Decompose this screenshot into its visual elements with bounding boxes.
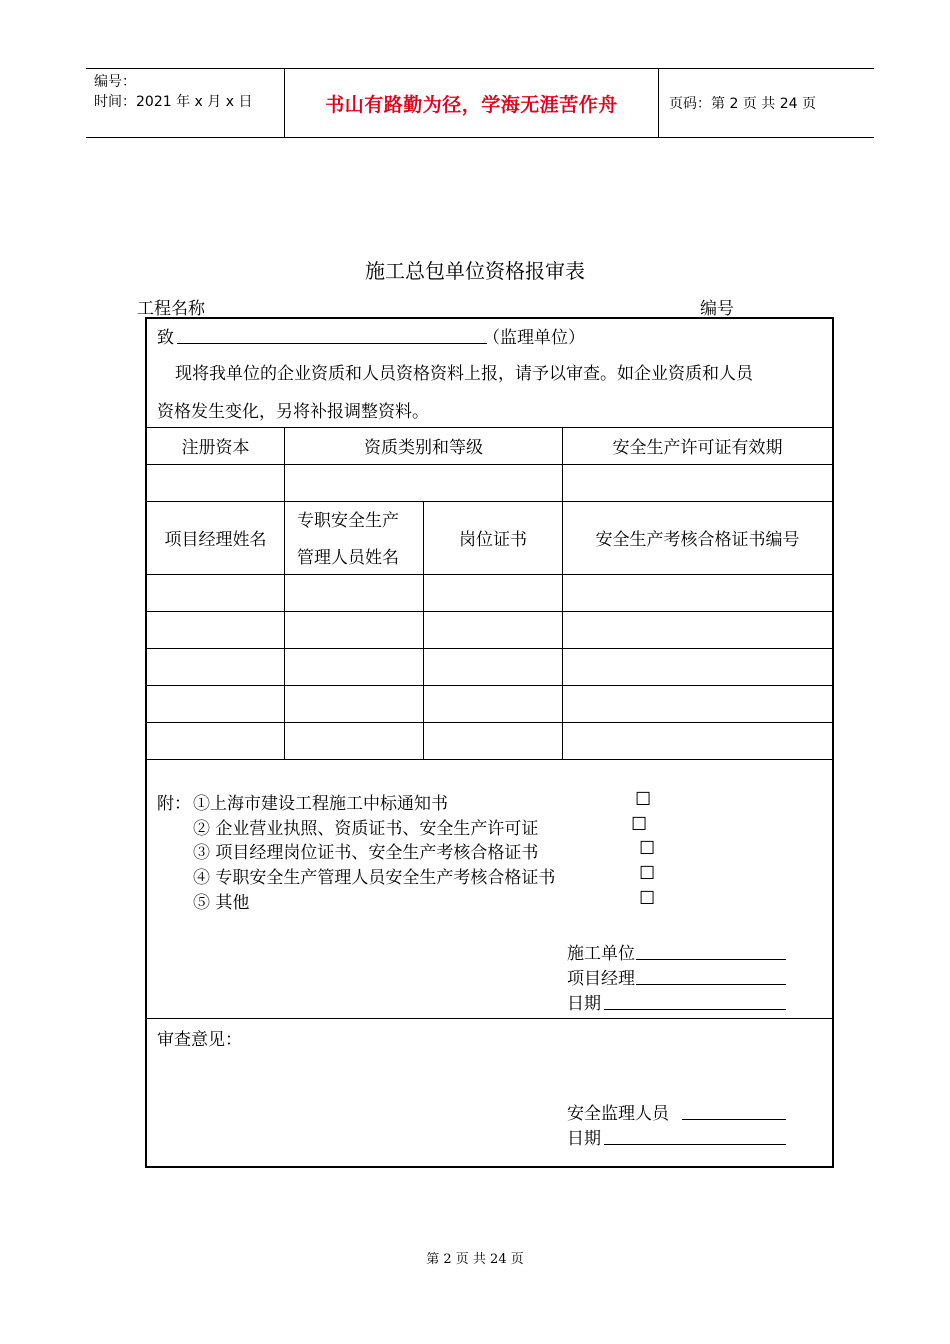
registered-capital-header: 注册资本 — [181, 438, 250, 458]
header-motto: 书山有路勤为径，学海无涯苦作舟 — [325, 93, 618, 116]
attachment-checkbox-5[interactable]: ☐ — [639, 888, 656, 909]
form-title: 施工总包单位资格报审表 — [365, 259, 585, 283]
contractor-date-label: 日期 — [567, 994, 601, 1014]
contractor-unit-blank[interactable] — [636, 959, 786, 960]
to-suffix: （监理单位） — [483, 328, 585, 348]
header-page-cell — [659, 69, 874, 137]
review-date-blank[interactable] — [604, 1144, 786, 1145]
attachment-checkbox-3[interactable]: ☐ — [639, 838, 656, 859]
attachment-item-3: ③ 项目经理岗位证书、安全生产考核合格证书 — [193, 843, 539, 863]
attachment-item-5: ⑤ 其他 — [193, 893, 250, 913]
contractor-date-blank[interactable] — [604, 1009, 786, 1010]
header-date-label: 时间：2021 年 x 月 x 日 — [94, 94, 253, 110]
header-motto-cell — [285, 69, 659, 137]
intro-text-line1: 现将我单位的企业资质和人员资格资料上报，请予以审查。如企业资质和人员 — [175, 364, 753, 384]
header-page-info: 页码：第 2 页 共 24 页 — [669, 96, 816, 112]
project-manager-label: 项目经理 — [567, 969, 635, 989]
page-footer: 第 2 页 共 24 页 — [426, 1252, 524, 1267]
attachment-item-1: ①上海市建设工程施工中标通知书 — [193, 794, 448, 814]
safety-staff-header-line1: 专职安全生产 — [297, 511, 399, 531]
attachment-item-4: ④ 专职安全生产管理人员安全生产考核合格证书 — [193, 868, 556, 888]
to-prefix: 致 — [157, 328, 174, 348]
header-meta — [86, 69, 285, 137]
post-certificate-header: 岗位证书 — [459, 530, 527, 550]
qualification-form — [145, 317, 834, 1168]
page-header — [86, 68, 874, 138]
intro-text-line2: 资格发生变化，另将补报调整资料。 — [157, 402, 429, 422]
review-opinion-label: 审查意见： — [157, 1030, 242, 1050]
attachment-checkbox-1[interactable]: ☐ — [635, 789, 652, 810]
project-manager-blank[interactable] — [636, 984, 786, 985]
attachment-item-2: ② 企业营业执照、资质证书、安全生产许可证 — [193, 819, 539, 839]
qualification-type-header: 资质类别和等级 — [364, 438, 483, 458]
header-number-label: 编号： — [94, 74, 136, 90]
project-manager-name-header: 项目经理姓名 — [164, 530, 267, 550]
form-number-label: 编号 — [700, 299, 734, 319]
safety-supervisor-label: 安全监理人员 — [567, 1104, 669, 1124]
attachment-checkbox-4[interactable]: ☐ — [639, 863, 656, 884]
safety-supervisor-blank[interactable] — [682, 1119, 786, 1120]
contractor-unit-label: 施工单位 — [567, 944, 635, 964]
safety-exam-cert-number-header: 安全生产考核合格证书编号 — [595, 530, 800, 550]
attachments-prefix: 附： — [157, 794, 191, 814]
supervision-unit-blank[interactable] — [177, 343, 487, 344]
attachment-checkbox-2[interactable]: ☐ — [631, 814, 648, 835]
project-name-label: 工程名称 — [137, 299, 205, 319]
safety-permit-validity-header: 安全生产许可证有效期 — [612, 438, 783, 458]
review-date-label: 日期 — [567, 1129, 601, 1149]
safety-staff-header-line2: 管理人员姓名 — [297, 548, 399, 568]
